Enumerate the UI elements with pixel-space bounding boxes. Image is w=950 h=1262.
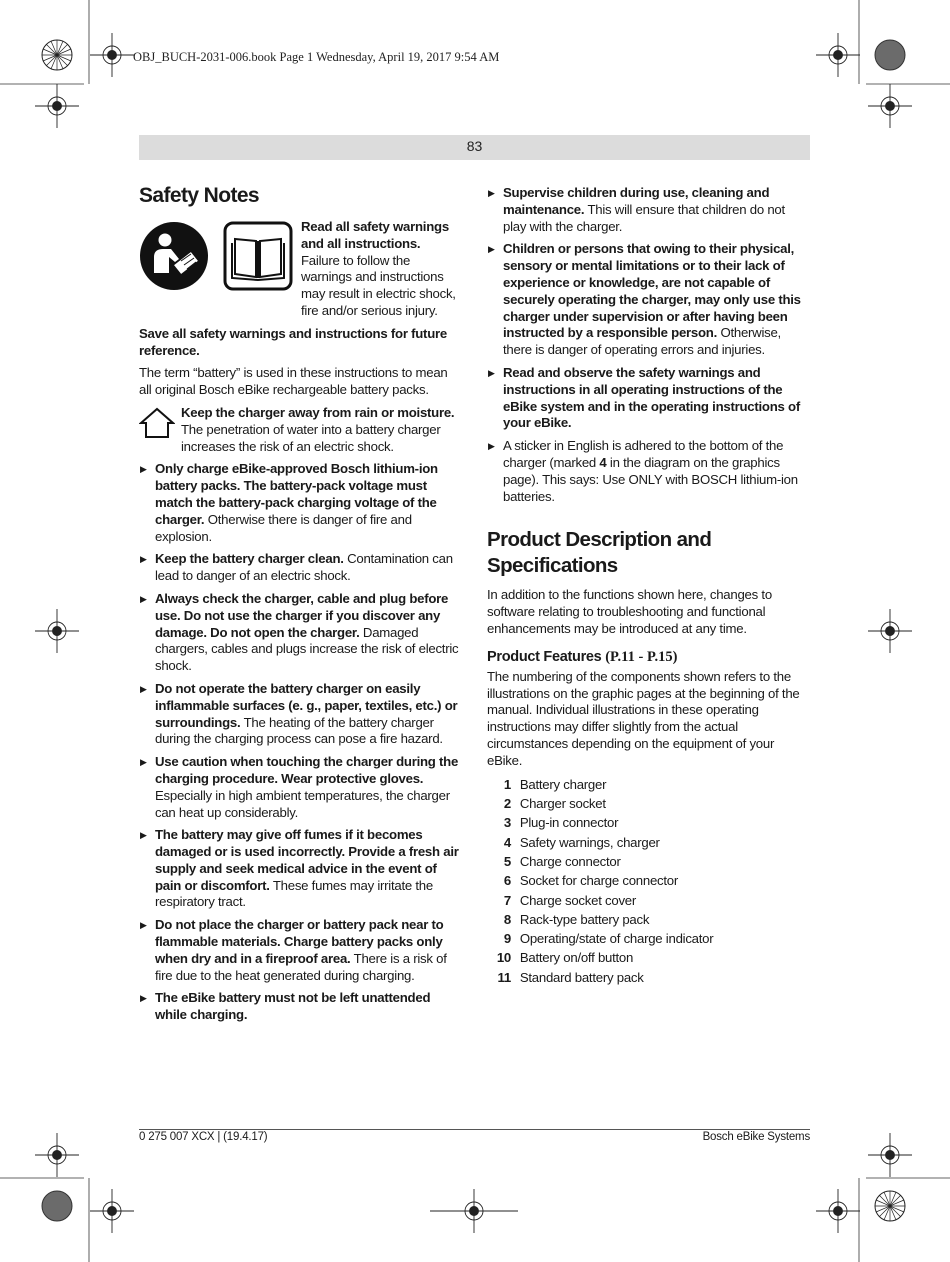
page-number: 83	[466, 138, 483, 154]
list-item: 1 Battery charger	[503, 776, 607, 792]
list-item: 3 Plug-in connector	[503, 815, 619, 831]
safety-notes-title: Safety Notes	[139, 184, 260, 207]
open-book-icon	[223, 221, 293, 320]
term-note: The term “battery” is used in these instructions to mean all original Bosch eBike rechargeable battery packs.	[139, 365, 448, 398]
list-item: 10 Battery on/off button	[496, 950, 634, 966]
list-item: 6 Socket for charge connector	[503, 873, 679, 889]
safety-item: ▶ The battery may give off fumes if it becomes damaged or is used incorrectly. Provide a fresh air supply and seek medical advice in the event of pain or discomfort. These fumes may irritate the respiratory tract.	[139, 827, 461, 911]
indoor-warning-text: Keep the charger away from rain or moisture. The penetration of water into a battery charger increases the risk of an electric shock.	[181, 404, 455, 454]
safety-intro	[139, 219, 461, 320]
product-features-heading: Product Features (P.11 - P.15)	[487, 648, 678, 665]
intro-text	[301, 219, 461, 320]
list-item: 2 Charger socket	[503, 796, 606, 812]
safety-item: ▶ Only charge eBike-approved Bosch lithium-ion battery packs. The battery-pack voltage must match the battery-pack charging voltage of the charger. Otherwise there is danger of fire and explosion.	[139, 461, 461, 545]
component-list	[487, 776, 809, 988]
safety-item: ▶ Children or persons that owing to their physical, sensory or mental limitations or to their lack of experience or knowledge, are not capable of securely operating the charger, may only use this charger under supervision or after having been instructed by a responsible person. Otherwise, there is danger of operating errors and injuries.	[487, 241, 809, 359]
safety-icons	[139, 219, 301, 320]
safety-item: ▶ Always check the charger, cable and plug before use. Do not use the charger if you discover any damage. Do not open the charger. Damaged chargers, cables and plugs increase the risk of electric shock.	[139, 591, 461, 675]
list-item: 9 Operating/state of charge indicator	[503, 931, 714, 947]
features-intro: The numbering of the components shown refers to the illustrations on the graphic pages at the beginning of the manual. Individual illustrations in these operating instructions may differ slightly from the actual circumstances depending on the equipment of your eBike.	[487, 668, 800, 768]
left-column	[139, 183, 461, 1030]
safety-item: ▶ Read and observe the safety warnings and instructions in all operating instructions of the eBike system and in the operating instructions of your eBike.	[487, 365, 809, 432]
intro-bold: Read all safety warnings and all instructions.	[301, 219, 449, 251]
list-item: 5 Charge connector	[503, 853, 621, 869]
safety-item: ▶ Use caution when touching the charger during the charging procedure. Wear protective gloves. Especially in high ambient temperatures, the charger can heat up considerably.	[139, 754, 461, 821]
product-intro: In addition to the functions shown here, changes to software relating to troubleshooting and functional enhancements may be introduced at any time.	[487, 587, 772, 636]
indoor-warning	[139, 405, 461, 455]
safety-item: ▶ Supervise children during use, cleaning and maintenance. This will ensure that children do not play with the charger.	[487, 185, 809, 235]
safety-item: ▶ Keep the battery charger clean. Contamination can lead to danger of an electric shock.	[139, 551, 461, 585]
list-item: 11 Standard battery pack	[497, 969, 644, 985]
indoor-use-house-icon	[139, 405, 181, 455]
intro-rest: Failure to follow the warnings and instructions may result in electric shock, fire and/or serious injury.	[301, 252, 456, 318]
footer-rule	[139, 1129, 810, 1130]
footer-brand: Bosch eBike Systems	[702, 1131, 810, 1143]
right-column	[487, 185, 809, 988]
read-manual-person-icon	[139, 221, 209, 320]
list-item: 4 Safety warnings, charger	[503, 834, 660, 850]
sticker-note: ▶ A sticker in English is adhered to the bottom of the charger (marked 4 in the diagram on the graphics page). This says: Use ONLY with BOSCH lithium-ion batteries.	[487, 438, 809, 505]
safety-item: ▶ Do not place the charger or battery pack near to flammable materials. Charge battery packs only when dry and in a fireproof area. There is a risk of fire due to the heat generated during charging.	[139, 917, 461, 984]
save-note: Save all safety warnings and instructions for future reference.	[139, 325, 447, 358]
product-description-title: Product Description and Specifications	[487, 528, 712, 578]
list-item: 8 Rack-type battery pack	[503, 911, 650, 927]
safety-item: ▶ The eBike battery must not be left unattended while charging.	[139, 990, 461, 1024]
safety-item: ▶ Do not operate the battery charger on easily inflammable surfaces (e. g., paper, textiles, etc.) or surroundings. The heating of the battery charger during the charging process can pose a fire hazard.	[139, 681, 461, 748]
book-info: OBJ_BUCH-2031-006.book Page 1 Wednesday, April 19, 2017 9:54 AM	[133, 50, 500, 64]
list-item: 7 Charge socket cover	[503, 892, 637, 908]
footer-doc-number: 0 275 007 XCX | (19.4.17)	[139, 1131, 268, 1143]
